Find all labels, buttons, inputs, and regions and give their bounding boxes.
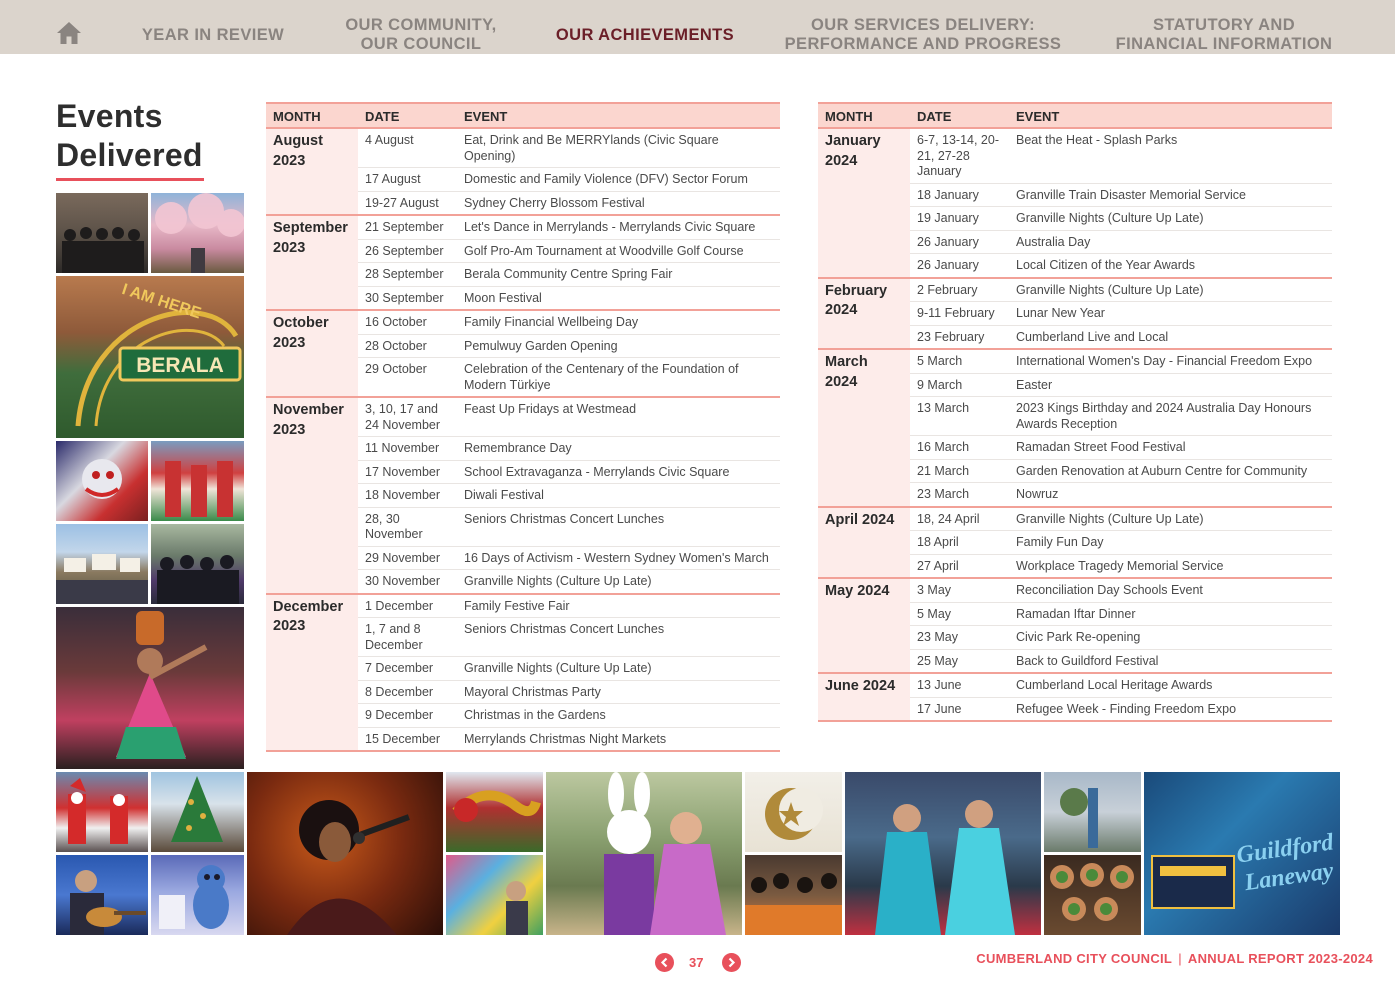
event-cell: School Extravaganza - Merrylands Civic Square [457, 460, 780, 484]
date-cell: 2 February [910, 278, 1009, 302]
event-cell: Local Citizen of the Year Awards [1009, 254, 1332, 278]
photo-group-staff [56, 193, 148, 273]
photo-guitarist [56, 855, 148, 935]
month-cell: June 2024 [818, 673, 910, 721]
date-cell: 19 January [910, 207, 1009, 231]
date-cell: 19-27 August [358, 191, 457, 215]
date-cell: 30 September [358, 286, 457, 310]
event-cell: Family Festive Fair [457, 594, 780, 618]
table-row [818, 507, 1332, 531]
date-cell: 28 September [358, 263, 457, 287]
date-cell: 26 January [910, 254, 1009, 278]
table-row [266, 310, 780, 334]
event-cell: Workplace Tragedy Memorial Service [1009, 554, 1332, 578]
table-row [818, 128, 1332, 183]
page-title-line-1: Events [56, 98, 163, 134]
date-cell: 25 May [910, 649, 1009, 673]
photo-dragon-dance [446, 772, 543, 852]
event-cell: Easter [1009, 373, 1332, 397]
month-cell: March 2024 [818, 349, 910, 507]
photo-sign-i-am-here: I AM HERE [119, 280, 204, 323]
photo-easter-bunny [546, 772, 742, 935]
event-cell: Granville Nights (Culture Up Late) [457, 657, 780, 681]
date-cell: 15 December [358, 727, 457, 751]
photo-sign-berala: BERALA [136, 354, 224, 377]
date-cell: 26 September [358, 239, 457, 263]
events-table-right [818, 102, 1332, 722]
date-cell: 23 May [910, 626, 1009, 650]
photo-bluey-character [151, 855, 244, 935]
date-cell: 11 November [358, 437, 457, 461]
date-cell: 23 March [910, 483, 1009, 507]
photo-community-group [151, 524, 244, 604]
event-cell: Family Financial Wellbeing Day [457, 310, 780, 334]
title-underline [56, 178, 204, 181]
photo-berala-sign [56, 276, 244, 438]
event-cell: Merrylands Christmas Night Markets [457, 727, 780, 751]
table-row [266, 594, 780, 618]
event-cell: Granville Nights (Culture Up Late) [1009, 207, 1332, 231]
footer-separator: | [1178, 951, 1182, 966]
event-cell: Australia Day [1009, 230, 1332, 254]
photo-womens-march [56, 524, 148, 604]
chevron-right-icon[interactable] [722, 953, 741, 972]
photo-mural-painting [446, 855, 543, 935]
col-header-date: DATE [910, 103, 1009, 128]
date-cell: 23 February [910, 325, 1009, 349]
date-cell: 3, 10, 17 and 24 November [358, 397, 457, 437]
event-cell: Lunar New Year [1009, 302, 1332, 326]
date-cell: 5 May [910, 602, 1009, 626]
date-cell: 18 November [358, 484, 457, 508]
event-cell: Cumberland Local Heritage Awards [1009, 673, 1332, 697]
table-header-row [266, 103, 780, 128]
event-cell: Berala Community Centre Spring Fair [457, 263, 780, 287]
date-cell: 7 December [358, 657, 457, 681]
event-cell: Granville Train Disaster Memorial Service [1009, 183, 1332, 207]
date-cell: 9 December [358, 704, 457, 728]
month-cell: February 2024 [818, 278, 910, 350]
date-cell: 27 April [910, 554, 1009, 578]
date-cell: 28 October [358, 334, 457, 358]
event-cell: Diwali Festival [457, 484, 780, 508]
date-cell: 18, 24 April [910, 507, 1009, 531]
date-cell: 26 January [910, 230, 1009, 254]
page-title [56, 97, 203, 175]
event-cell: Garden Renovation at Auburn Centre for Community [1009, 459, 1332, 483]
photo-singer [247, 772, 443, 935]
photo-guildford-laneway [1144, 772, 1340, 935]
col-header-date: DATE [358, 103, 457, 128]
page-title-line-2: Delivered [56, 137, 203, 173]
footer-org-name: CUMBERLAND CITY COUNCIL [976, 951, 1173, 966]
date-cell: 8 December [358, 680, 457, 704]
photo-ramadan-moon [745, 772, 842, 852]
month-cell: November 2023 [266, 397, 358, 594]
photo-sign-laneway: Laneway [1242, 857, 1336, 897]
photo-cherry-blossom [151, 193, 244, 273]
date-cell: 17 November [358, 460, 457, 484]
event-cell: Domestic and Family Violence (DFV) Sector Forum [457, 168, 780, 192]
col-header-month: MONTH [818, 103, 910, 128]
date-cell: 13 June [910, 673, 1009, 697]
date-cell: 29 October [358, 358, 457, 398]
date-cell: 13 March [910, 397, 1009, 436]
photo-civic-park [1044, 772, 1141, 852]
photo-santas [56, 772, 148, 852]
month-cell: January 2024 [818, 128, 910, 278]
date-cell: 6-7, 13-14, 20-21, 27-28 January [910, 128, 1009, 183]
photo-food-bowls [1044, 855, 1141, 935]
nav-our-achievements[interactable]: OUR ACHIEVEMENTS [555, 25, 735, 44]
events-table-left [266, 102, 780, 752]
event-cell: Christmas in the Gardens [457, 704, 780, 728]
date-cell: 18 January [910, 183, 1009, 207]
event-cell: Granville Nights (Culture Up Late) [457, 570, 780, 594]
event-cell: 16 Days of Activism - Western Sydney Women's March [457, 546, 780, 570]
event-cell: Sydney Cherry Blossom Festival [457, 191, 780, 215]
date-cell: 29 November [358, 546, 457, 570]
event-cell: Let's Dance in Merrylands - Merrylands Civic Square [457, 215, 780, 239]
event-cell: Back to Guildford Festival [1009, 649, 1332, 673]
date-cell: 1, 7 and 8 December [358, 618, 457, 657]
event-cell: Granville Nights (Culture Up Late) [1009, 278, 1332, 302]
event-cell: Civic Park Re-opening [1009, 626, 1332, 650]
table-row [818, 673, 1332, 697]
event-cell: Refugee Week - Finding Freedom Expo [1009, 697, 1332, 721]
table-header-row [818, 103, 1332, 128]
table-row [266, 215, 780, 239]
event-cell: Ramadan Street Food Festival [1009, 436, 1332, 460]
event-cell: Celebration of the Centenary of the Foundation of Modern Türkiye [457, 358, 780, 398]
col-header-event: EVENT [457, 103, 780, 128]
col-header-event: EVENT [1009, 103, 1332, 128]
event-cell: Family Fun Day [1009, 531, 1332, 555]
event-cell: Cumberland Live and Local [1009, 325, 1332, 349]
event-cell: Seniors Christmas Concert Lunches [457, 507, 780, 546]
month-cell: October 2023 [266, 310, 358, 397]
table-row [266, 397, 780, 437]
month-cell: April 2024 [818, 507, 910, 579]
photo-lion-dance [56, 441, 148, 521]
pagination [655, 952, 743, 974]
date-cell: 28, 30 November [358, 507, 457, 546]
month-cell: May 2024 [818, 578, 910, 673]
photo-christmas-performers [151, 441, 244, 521]
date-cell: 16 October [358, 310, 457, 334]
table-row [818, 278, 1332, 302]
table-row [818, 349, 1332, 373]
footer-report-name: ANNUAL REPORT 2023-2024 [1187, 951, 1373, 966]
photo-christmas-tree [151, 772, 244, 852]
event-cell: Feast Up Fridays at Westmead [457, 397, 780, 437]
event-cell: Mayoral Christmas Party [457, 680, 780, 704]
event-cell: Granville Nights (Culture Up Late) [1009, 507, 1332, 531]
event-cell: Ramadan Iftar Dinner [1009, 602, 1332, 626]
nav-year-in-review[interactable]: YEAR IN REVIEW [141, 25, 285, 44]
photo-iftar-crowd [745, 855, 842, 935]
date-cell: 21 September [358, 215, 457, 239]
nav-our-community[interactable]: OUR COMMUNITY, OUR COUNCIL [345, 16, 497, 53]
table-row [266, 128, 780, 168]
event-cell: Eat, Drink and Be MERRYlands (Civic Square Opening) [457, 128, 780, 168]
month-cell: December 2023 [266, 594, 358, 752]
nav-services-delivery[interactable]: OUR SERVICES DELIVERY: PERFORMANCE AND PROGRESS [784, 16, 1062, 53]
date-cell: 17 June [910, 697, 1009, 721]
event-cell: Reconciliation Day Schools Event [1009, 578, 1332, 602]
top-nav [0, 0, 1395, 54]
date-cell: 30 November [358, 570, 457, 594]
event-cell: International Women's Day - Financial Freedom Expo [1009, 349, 1332, 373]
photo-nowruz-dancers [845, 772, 1041, 935]
event-cell: Remembrance Day [457, 437, 780, 461]
date-cell: 5 March [910, 349, 1009, 373]
chevron-left-icon[interactable] [655, 953, 674, 972]
date-cell: 1 December [358, 594, 457, 618]
month-cell: September 2023 [266, 215, 358, 310]
event-cell: Golf Pro-Am Tournament at Woodville Golf Course [457, 239, 780, 263]
date-cell: 21 March [910, 459, 1009, 483]
nav-statutory-financial[interactable]: STATUTORY AND FINANCIAL INFORMATION [1115, 16, 1333, 53]
event-cell: Nowruz [1009, 483, 1332, 507]
date-cell: 16 March [910, 436, 1009, 460]
date-cell: 9-11 February [910, 302, 1009, 326]
photo-sign-guildford: Guildford [1235, 829, 1336, 869]
date-cell: 9 March [910, 373, 1009, 397]
date-cell: 17 August [358, 168, 457, 192]
event-cell: Moon Festival [457, 286, 780, 310]
page-number: 37 [689, 955, 704, 970]
date-cell: 3 May [910, 578, 1009, 602]
footer-report-title [976, 951, 1373, 966]
table-row [818, 578, 1332, 602]
home-icon[interactable] [56, 21, 82, 45]
event-cell: Seniors Christmas Concert Lunches [457, 618, 780, 657]
month-cell: August 2023 [266, 128, 358, 215]
photo-cultural-dancer [56, 607, 244, 769]
event-cell: 2023 Kings Birthday and 2024 Australia Day Honours Awards Reception [1009, 397, 1332, 436]
event-cell: Beat the Heat - Splash Parks [1009, 128, 1332, 183]
event-cell: Pemulwuy Garden Opening [457, 334, 780, 358]
date-cell: 18 April [910, 531, 1009, 555]
date-cell: 4 August [358, 128, 457, 168]
col-header-month: MONTH [266, 103, 358, 128]
